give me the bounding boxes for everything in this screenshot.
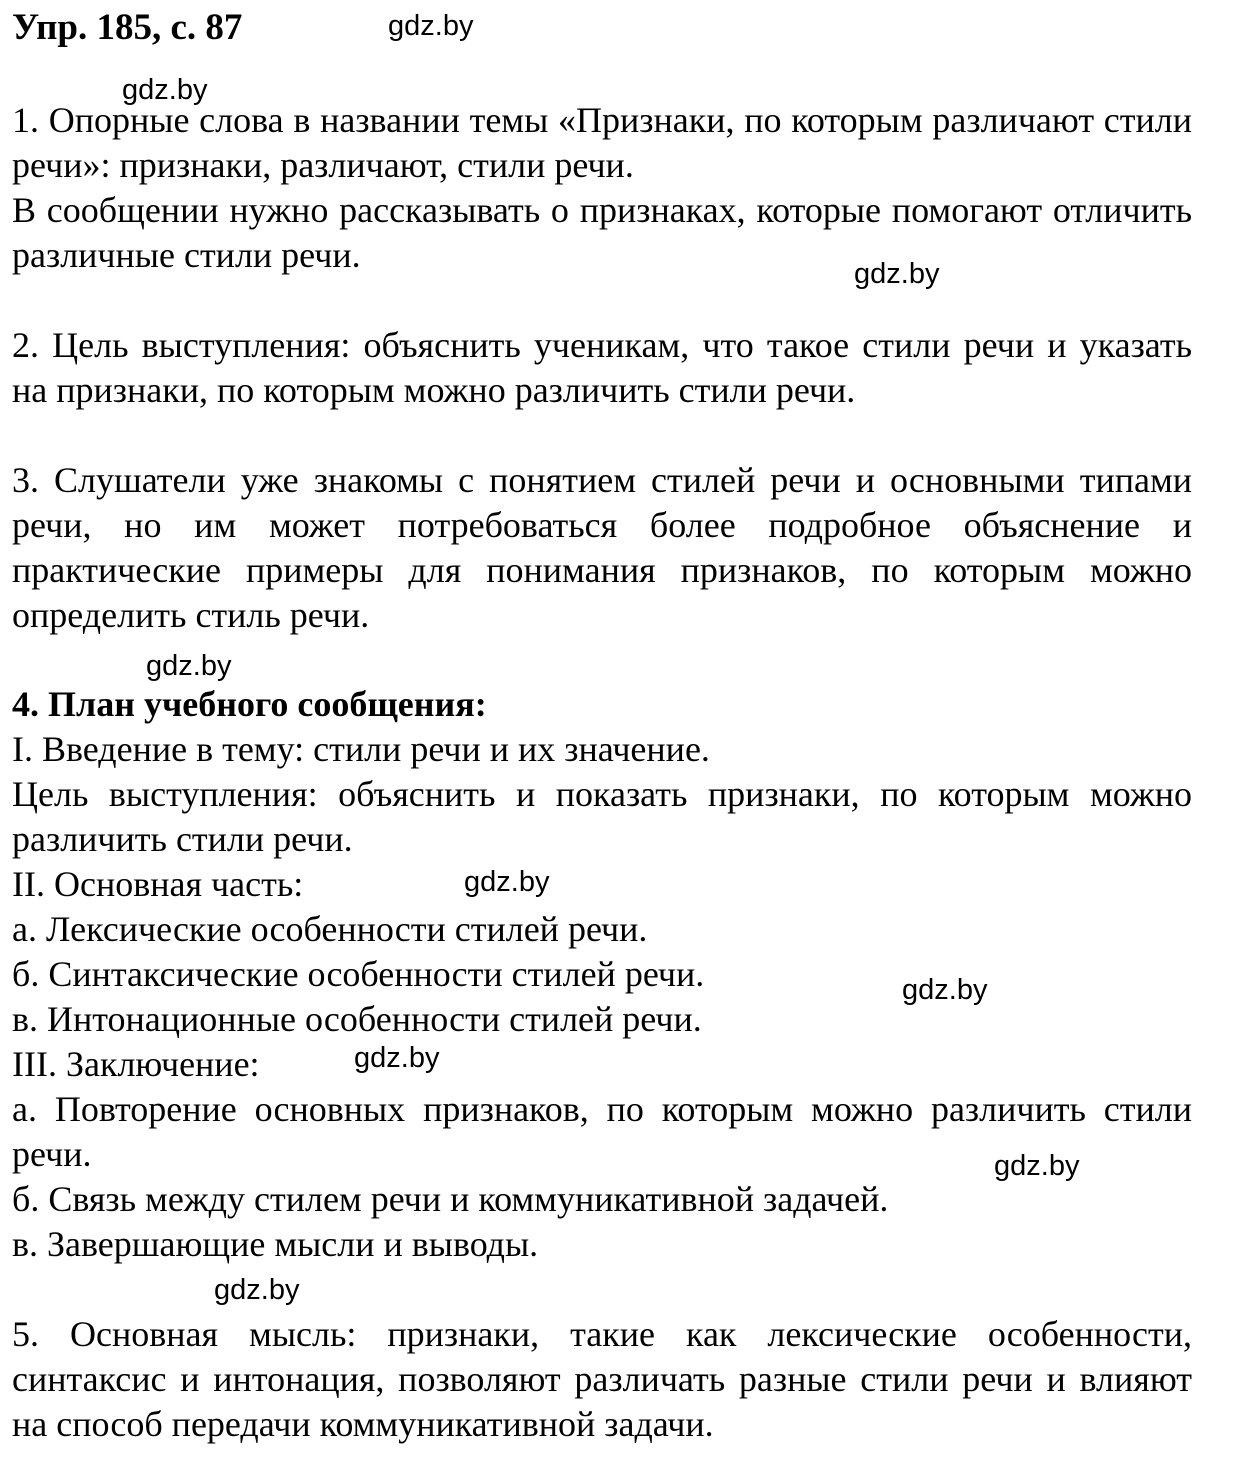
plan-main: II. Основная часть: [12, 864, 304, 904]
plan-main-a: а. Лексические особенности стилей речи. [12, 909, 648, 949]
watermark: gdz.by [854, 258, 940, 290]
watermark: gdz.by [902, 974, 988, 1006]
section-3 [12, 458, 1192, 638]
plan-conclusion-a: а. Повторение основных признаков, по которым можно различить стили речи. [12, 1089, 1192, 1174]
watermark: gdz.by [464, 866, 550, 898]
watermark: gdz.by [146, 650, 232, 682]
section-1-paragraph-1: 1. Опорные слова в названии темы «Признаки, по которым различают стили речи»: признаки, различают, стили речи. [12, 100, 1192, 185]
plan-main-b: б. Синтаксические особенности стилей речи. [12, 954, 705, 994]
plan-intro: I. Введение в тему: стили речи и их значение. [12, 729, 710, 769]
watermark: gdz.by [122, 74, 208, 106]
plan-main-c: в. Интонационные особенности стилей речи. [12, 999, 702, 1039]
plan-conclusion-b: б. Связь между стилем речи и коммуникативной задачей. [12, 1179, 889, 1219]
section-3-paragraph: 3. Слушатели уже знакомы с понятием стилей речи и основными типами речи, но им может потребоваться более подробное объяснение и практические примеры для понимания признаков, по которым можно определить стиль речи. [12, 460, 1192, 635]
plan-conclusion-c: в. Завершающие мысли и выводы. [12, 1224, 539, 1264]
section-1-paragraph-2: В сообщении нужно рассказывать о признаках, которые помогают отличить различные стили речи. [12, 190, 1192, 275]
plan-heading: 4. План учебного сообщения: [12, 684, 487, 724]
plan-goal: Цель выступления: объяснить и показать признаки, по которым можно различить стили речи. [12, 774, 1192, 859]
document-body [12, 6, 1192, 1447]
watermark: gdz.by [388, 10, 474, 42]
watermark: gdz.by [354, 1042, 440, 1074]
exercise-title: Упр. 185, с. 87 [12, 7, 243, 48]
section-2 [12, 323, 1192, 413]
plan-conclusion: III. Заключение: [12, 1044, 260, 1084]
section-1 [12, 98, 1192, 278]
watermark: gdz.by [214, 1274, 300, 1306]
watermark: gdz.by [994, 1150, 1080, 1182]
section-2-paragraph: 2. Цель выступления: объяснить ученикам, что такое стили речи и указать на признаки, по которым можно различить стили речи. [12, 325, 1192, 410]
section-5-paragraph: 5. Основная мысль: признаки, такие как лексические особенности, синтаксис и интонация, позволяют различать разные стили речи и влияют на способ передачи коммуникативной задачи. [12, 1314, 1192, 1444]
section-5 [12, 1312, 1192, 1447]
